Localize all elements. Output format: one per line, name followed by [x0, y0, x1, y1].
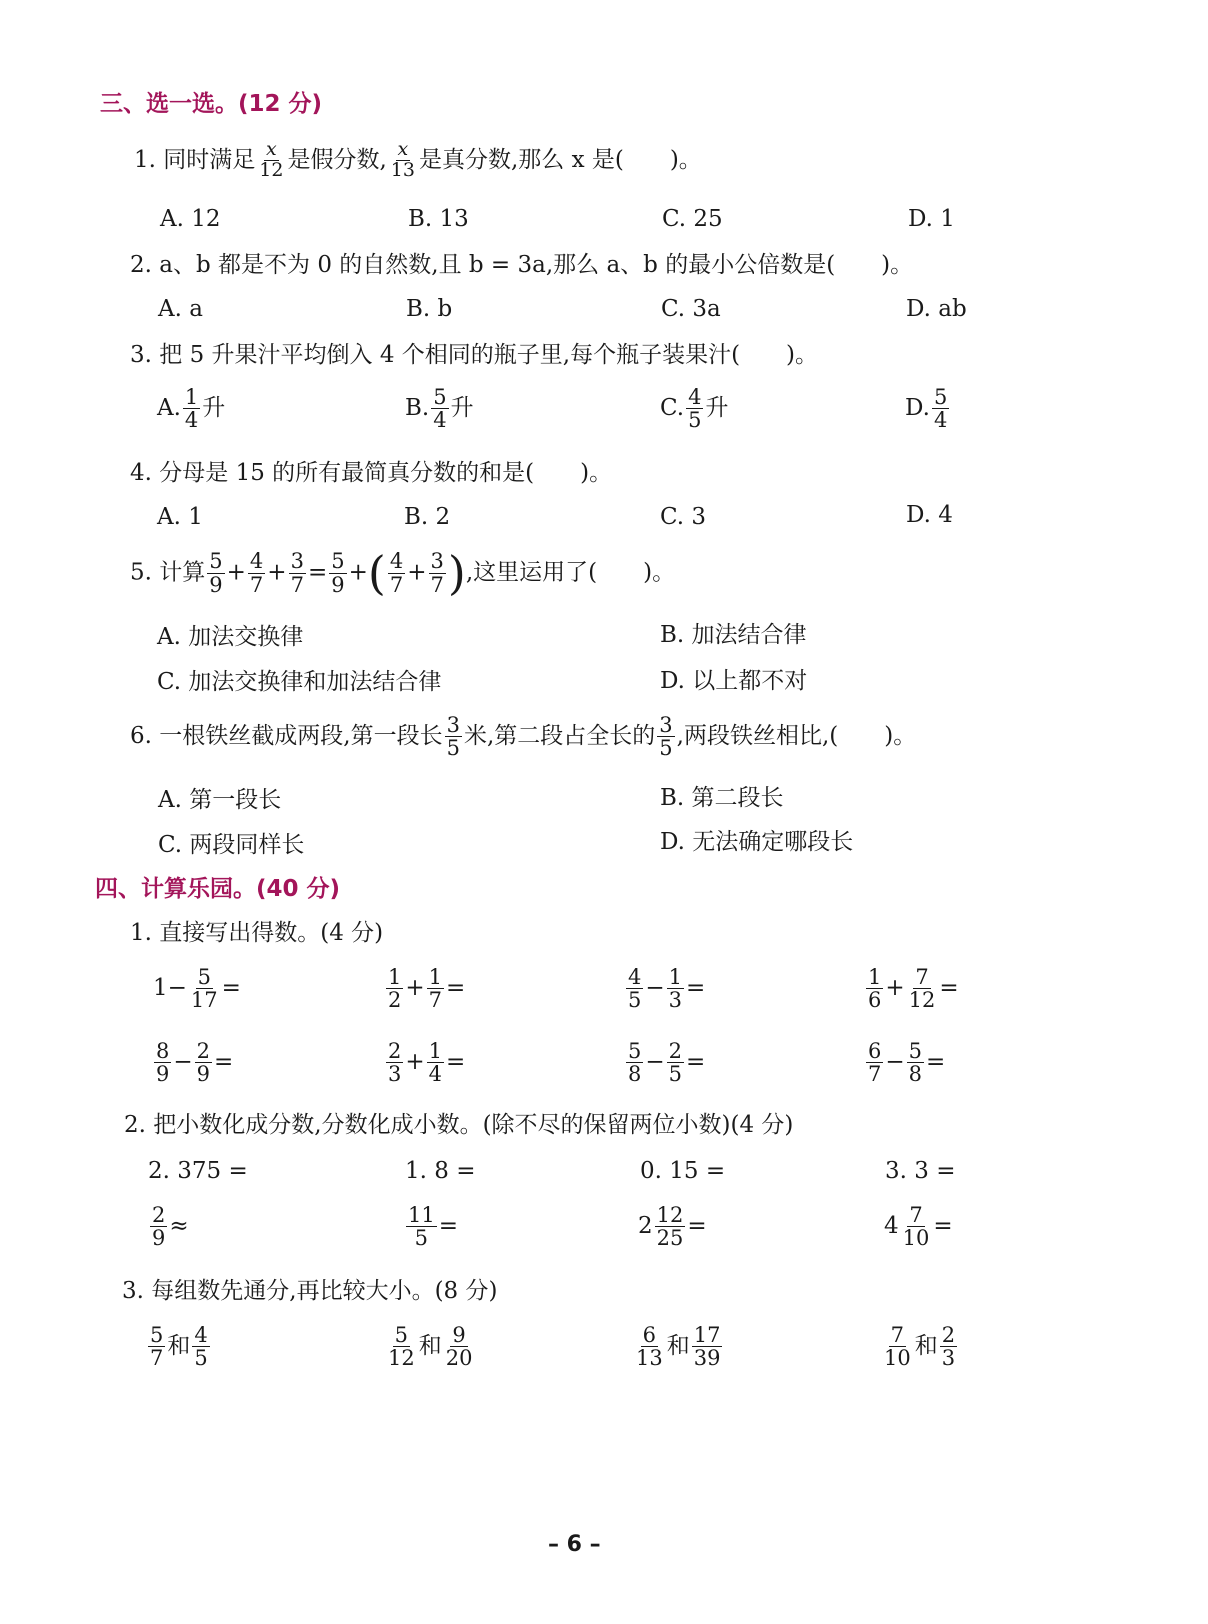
q3-option-b: B. $\frac{5}{4}$ 升: [405, 385, 474, 433]
fraction: $\frac{x}{12}$: [259, 138, 284, 181]
fraction: $\frac{2}{3}$: [388, 1039, 402, 1087]
decimal-3: 0. 15 =: [640, 1158, 726, 1184]
fraction: $\frac{4}{5}$: [688, 385, 702, 433]
question-5: 5. 计算 $\frac{5}{9}$ + $\frac{4}{7}$ + $\frac{3}{7}$ = $\frac{5}{9}$ +( $\frac{4}{7}$ + $\frac{3}{7}$ ),这里运用了( )。: [130, 546, 676, 600]
fraction: $\frac{17}{39}$: [693, 1323, 721, 1371]
convert-fraction-3: 2 $\frac{12}{25}$ =: [638, 1203, 707, 1251]
fraction: $\frac{5}{17}$: [190, 965, 218, 1013]
fraction: $\frac{5}{9}$: [331, 549, 345, 597]
q2-option-b: B. b: [406, 296, 453, 322]
fraction: $\frac{5}{9}$: [209, 549, 223, 597]
section-3-title: 三、选一选。(12 分): [100, 91, 323, 117]
fraction: $\frac{3}{7}$: [290, 549, 304, 597]
fraction: $\frac{4}{7}$: [249, 549, 264, 597]
q5-option-c: C. 加法交换律和加法结合律: [157, 669, 442, 695]
q4-option-b: B. 2: [404, 504, 451, 530]
fraction: $\frac{2}{5}$: [668, 1039, 683, 1087]
page-number: – 6 –: [548, 1532, 601, 1557]
calc-1-2: $\frac{1}{2}$ + $\frac{1}{7}$ =: [388, 965, 466, 1013]
q4-option-d: D. 4: [906, 502, 953, 528]
fraction: $\frac{6}{7}$: [868, 1039, 882, 1087]
q2-option-a: A. a: [158, 296, 203, 322]
decimal-2: 1. 8 =: [405, 1158, 476, 1184]
question-3: 3. 把 5 升果汁平均倒入 4 个相同的瓶子里,每个瓶子装果汁( )。: [130, 342, 819, 368]
q6-option-c: C. 两段同样长: [158, 832, 305, 858]
fraction: $\frac{4}{5}$: [628, 965, 642, 1013]
q4-option-c: C. 3: [660, 504, 707, 530]
fraction: $\frac{1}{2}$: [388, 965, 402, 1013]
convert-fraction-1: $\frac{2}{9}$ ≈: [152, 1203, 189, 1251]
convert-fraction-2: $\frac{11}{5}$ =: [408, 1203, 459, 1251]
q5-option-b: B. 加法结合律: [660, 622, 807, 648]
q5-option-a: A. 加法交换律: [157, 624, 304, 650]
fraction: $\frac{5}{8}$: [908, 1039, 923, 1087]
convert-fraction-4: 4 $\frac{7}{10}$ =: [884, 1203, 953, 1251]
calc-2-1: $\frac{8}{9}$ − $\frac{2}{9}$ =: [156, 1039, 234, 1087]
fraction: $\frac{11}{5}$: [408, 1203, 435, 1251]
fraction: $\frac{8}{9}$: [156, 1039, 170, 1087]
fraction: $\frac{3}{7}$: [430, 549, 444, 597]
calc-1-1: 1− $\frac{5}{17}$ =: [153, 965, 241, 1013]
fraction: $\frac{2}{9}$: [196, 1039, 211, 1087]
fraction: $\frac{6}{13}$: [636, 1323, 663, 1371]
fraction: $\frac{5}{12}$: [388, 1323, 415, 1371]
calc-2-2: $\frac{2}{3}$ + $\frac{1}{4}$ =: [388, 1039, 466, 1087]
q6-option-d: D. 无法确定哪段长: [660, 829, 854, 855]
q6-option-b: B. 第二段长: [660, 785, 784, 811]
q1-option-c: C. 25: [662, 206, 723, 232]
fraction: $\frac{1}{3}$: [668, 965, 683, 1013]
fraction: $\frac{9}{20}$: [445, 1323, 473, 1371]
fraction: $\frac{1}{7}$: [428, 965, 443, 1013]
question-1: 1. 同时满足 $\frac{x}{12}$ 是假分数, $\frac{x}{13}$ 是真分数,那么 x 是( )。: [134, 138, 702, 181]
q4-option-a: A. 1: [157, 504, 203, 530]
q1-option-b: B. 13: [408, 206, 469, 232]
question-4: 4. 分母是 15 的所有最简真分数的和是( )。: [130, 460, 613, 486]
fraction: $\frac{1}{4}$: [184, 385, 199, 433]
calc-2-4: $\frac{6}{7}$ − $\frac{5}{8}$ =: [868, 1039, 946, 1087]
fraction: $\frac{2}{3}$: [941, 1323, 956, 1371]
q1-option-d: D. 1: [908, 206, 955, 232]
sub3-title: 3. 每组数先通分,再比较大小。(8 分): [122, 1278, 498, 1304]
q1-option-a: A. 12: [160, 206, 221, 232]
compare-pair-3: $\frac{6}{13}$ 和 $\frac{17}{39}$: [636, 1323, 721, 1371]
q2-option-c: C. 3a: [661, 296, 721, 322]
right-paren: ): [447, 546, 466, 600]
q2-option-d: D. ab: [906, 296, 967, 322]
q5-option-d: D. 以上都不对: [660, 668, 808, 694]
fraction: $\frac{1}{4}$: [428, 1039, 443, 1087]
compare-pair-4: $\frac{7}{10}$ 和 $\frac{2}{3}$: [884, 1323, 956, 1371]
fraction: $\frac{7}{10}$: [902, 1203, 930, 1251]
sub1-title: 1. 直接写出得数。(4 分): [130, 920, 384, 946]
compare-pair-1: $\frac{5}{7}$ 和 $\frac{4}{5}$: [150, 1323, 208, 1371]
q3-option-d: D. $\frac{5}{4}$: [905, 385, 948, 433]
question-6: 6. 一根铁丝截成两段,第一段长 $\frac{3}{5}$ 米,第二段占全长的 $\frac{3}{5}$ ,两段铁丝相比,( )。: [130, 713, 917, 761]
calc-2-3: $\frac{5}{8}$ − $\frac{2}{5}$ =: [628, 1039, 706, 1087]
compare-pair-2: $\frac{5}{12}$ 和 $\frac{9}{20}$: [388, 1323, 473, 1371]
fraction: $\frac{x}{13}$: [390, 138, 415, 181]
section-4-title: 四、计算乐园。(40 分): [95, 876, 341, 902]
decimal-1: 2. 375 =: [148, 1158, 248, 1184]
fraction: $\frac{3}{5}$: [446, 713, 460, 761]
fraction: $\frac{4}{5}$: [194, 1323, 208, 1371]
fraction: $\frac{4}{7}$: [389, 549, 404, 597]
calc-1-3: $\frac{4}{5}$ − $\frac{1}{3}$ =: [628, 965, 706, 1013]
fraction: $\frac{7}{12}$: [908, 965, 936, 1013]
fraction: $\frac{2}{9}$: [152, 1203, 166, 1251]
calc-1-4: $\frac{1}{6}$ + $\frac{7}{12}$ =: [868, 965, 959, 1013]
fraction: $\frac{1}{6}$: [868, 965, 882, 1013]
fraction: $\frac{5}{8}$: [628, 1039, 642, 1087]
fraction: $\frac{7}{10}$: [884, 1323, 911, 1371]
fraction: $\frac{5}{4}$: [933, 385, 948, 433]
fraction: $\frac{5}{7}$: [150, 1323, 164, 1371]
q6-option-a: A. 第一段长: [158, 787, 282, 813]
q3-option-c: C. $\frac{4}{5}$ 升: [660, 385, 729, 433]
sub2-title: 2. 把小数化成分数,分数化成小数。(除不尽的保留两位小数)(4 分): [124, 1112, 794, 1138]
decimal-4: 3. 3 =: [885, 1158, 956, 1184]
q3-option-a: A. $\frac{1}{4}$ 升: [157, 385, 226, 433]
question-2: 2. a、b 都是不为 0 的自然数,且 b = 3a,那么 a、b 的最小公倍数是( )。: [130, 252, 914, 278]
fraction: $\frac{3}{5}$: [659, 713, 673, 761]
fraction: $\frac{5}{4}$: [433, 385, 447, 433]
left-paren: (: [367, 546, 386, 600]
fraction: $\frac{12}{25}$: [656, 1203, 684, 1251]
